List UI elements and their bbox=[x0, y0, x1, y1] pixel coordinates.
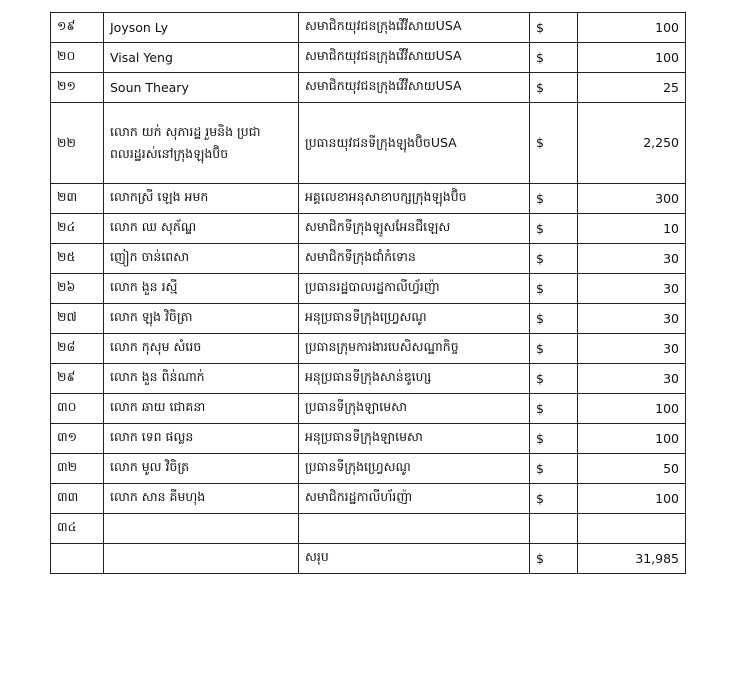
row-number: ៣១ bbox=[51, 424, 104, 454]
donor-role: ប្រធានយុវជនទីក្រុងឡុងប៊ិចUSA bbox=[299, 103, 530, 184]
amount: 100 bbox=[578, 394, 686, 424]
table-row bbox=[51, 214, 686, 244]
donor-role: អនុប្រធានទីក្រុងហ្វ្រេសណូ bbox=[299, 304, 530, 334]
row-number: ២៥ bbox=[51, 244, 104, 274]
table-row bbox=[51, 364, 686, 394]
donor-name: ញៀក ចាន់ពេសា bbox=[104, 244, 299, 274]
amount: 30 bbox=[578, 274, 686, 304]
table-row bbox=[51, 514, 686, 544]
donor-name: លោក មូល វិចិត្រ bbox=[104, 454, 299, 484]
currency-symbol: $ bbox=[530, 394, 578, 424]
donor-role: សមាជិករដ្ឋកាលីហ័រញ៉ា bbox=[299, 484, 530, 514]
donation-table bbox=[50, 12, 686, 574]
currency-symbol bbox=[530, 514, 578, 544]
donor-role: ប្រធានរដ្ឋបាលរដ្ឋកាលីហ្វ័រញ៉ា bbox=[299, 274, 530, 304]
amount: 100 bbox=[578, 13, 686, 43]
donor-role: ប្រធានក្រុមការងារបេសិសណ្ឋាកិច្ច bbox=[299, 334, 530, 364]
donor-name: លោក ឆាយ ជោគនា bbox=[104, 394, 299, 424]
table-row bbox=[51, 454, 686, 484]
row-number: ៣៤ bbox=[51, 514, 104, 544]
table-row bbox=[51, 73, 686, 103]
donor-role: សមាជិកយុវជនក្រុងវើវីសាយUSA bbox=[299, 13, 530, 43]
donor-name: លោក យក់ សុភារដ្ឋ រួមនិង ប្រជាពលរដ្ឋរស់នៅក្រុងឡុងប៊ិច bbox=[104, 103, 299, 184]
amount: 100 bbox=[578, 43, 686, 73]
donor-name: លោក ទេព ផល្លន bbox=[104, 424, 299, 454]
table-row bbox=[51, 274, 686, 304]
donor-name: Soun Theary bbox=[104, 73, 299, 103]
donor-role: ប្រធានទីក្រុងហ្វ្រេសណូ bbox=[299, 454, 530, 484]
currency-symbol: $ bbox=[530, 13, 578, 43]
total-amount: 31,985 bbox=[578, 544, 686, 574]
currency-symbol: $ bbox=[530, 73, 578, 103]
donor-name: លោក ឈ សុភ័ណ្ឌ bbox=[104, 214, 299, 244]
table-row bbox=[51, 484, 686, 514]
donor-name: លោក ងួន ពិន់ណាក់ bbox=[104, 364, 299, 394]
donor-name: Joyson Ly bbox=[104, 13, 299, 43]
table-row bbox=[51, 304, 686, 334]
total-spacer bbox=[51, 544, 104, 574]
currency-symbol: $ bbox=[530, 184, 578, 214]
row-number: ២១ bbox=[51, 73, 104, 103]
donor-name: លោក កុសុម សំរេច bbox=[104, 334, 299, 364]
currency-symbol: $ bbox=[530, 103, 578, 184]
row-number: ២៦ bbox=[51, 274, 104, 304]
currency-symbol: $ bbox=[530, 454, 578, 484]
donor-role: អគ្គលេខាអនុសាខាបក្សក្រុងឡុងប៊ិច bbox=[299, 184, 530, 214]
currency-symbol: $ bbox=[530, 274, 578, 304]
donor-role bbox=[299, 514, 530, 544]
donor-role: សមាជិកយុវជនក្រុងវើវីសាយUSA bbox=[299, 43, 530, 73]
amount: 100 bbox=[578, 484, 686, 514]
row-number: ៣២ bbox=[51, 454, 104, 484]
donor-role: សមាជិកទីក្រុងឡូសអែនជឺឡេស bbox=[299, 214, 530, 244]
currency-symbol: $ bbox=[530, 244, 578, 274]
table-row bbox=[51, 184, 686, 214]
amount: 10 bbox=[578, 214, 686, 244]
amount: 30 bbox=[578, 244, 686, 274]
table-row bbox=[51, 394, 686, 424]
amount bbox=[578, 514, 686, 544]
row-number: ៣០ bbox=[51, 394, 104, 424]
table-row bbox=[51, 103, 686, 184]
amount: 300 bbox=[578, 184, 686, 214]
donor-name: Visal Yeng bbox=[104, 43, 299, 73]
table-row bbox=[51, 43, 686, 73]
row-number: ២៤ bbox=[51, 214, 104, 244]
amount: 100 bbox=[578, 424, 686, 454]
donor-name: លោកស្រី ឡេង អមក bbox=[104, 184, 299, 214]
amount: 30 bbox=[578, 304, 686, 334]
row-number: ២៣ bbox=[51, 184, 104, 214]
amount: 2,250 bbox=[578, 103, 686, 184]
donor-role: ប្រធានទីក្រុងឡាមេសា bbox=[299, 394, 530, 424]
row-number: ២០ bbox=[51, 43, 104, 73]
currency-symbol: $ bbox=[530, 334, 578, 364]
donor-role: សមាជិកទីក្រុងជាំកំទោន bbox=[299, 244, 530, 274]
amount: 25 bbox=[578, 73, 686, 103]
amount: 50 bbox=[578, 454, 686, 484]
currency-symbol: $ bbox=[530, 484, 578, 514]
donor-name bbox=[104, 514, 299, 544]
donor-name: លោក សាន គីមហុង bbox=[104, 484, 299, 514]
table-row bbox=[51, 244, 686, 274]
donor-name: លោក ឡុង វិចិត្រា bbox=[104, 304, 299, 334]
table-row bbox=[51, 13, 686, 43]
donor-role: សមាជិកយុវជនក្រុងវើវីសាយUSA bbox=[299, 73, 530, 103]
currency-symbol: $ bbox=[530, 364, 578, 394]
donor-name: លោក ងួន រស្មី bbox=[104, 274, 299, 304]
total-label: សរុប bbox=[299, 544, 530, 574]
row-number: ១៩ bbox=[51, 13, 104, 43]
donor-role: អនុប្រធានទីក្រុងសាន់ឌូហ្សេ bbox=[299, 364, 530, 394]
amount: 30 bbox=[578, 334, 686, 364]
currency-symbol: $ bbox=[530, 214, 578, 244]
row-number: ២៨ bbox=[51, 334, 104, 364]
currency-symbol: $ bbox=[530, 304, 578, 334]
total-currency: $ bbox=[530, 544, 578, 574]
table-body bbox=[51, 13, 686, 574]
row-number: ៣៣ bbox=[51, 484, 104, 514]
table-row bbox=[51, 334, 686, 364]
amount: 30 bbox=[578, 364, 686, 394]
donor-role: អនុប្រធានទីក្រុងឡាមេសា bbox=[299, 424, 530, 454]
row-number: ២៩ bbox=[51, 364, 104, 394]
total-spacer bbox=[104, 544, 299, 574]
currency-symbol: $ bbox=[530, 424, 578, 454]
table-row bbox=[51, 424, 686, 454]
currency-symbol: $ bbox=[530, 43, 578, 73]
row-number: ២២ bbox=[51, 103, 104, 184]
total-row bbox=[51, 544, 686, 574]
row-number: ២៧ bbox=[51, 304, 104, 334]
